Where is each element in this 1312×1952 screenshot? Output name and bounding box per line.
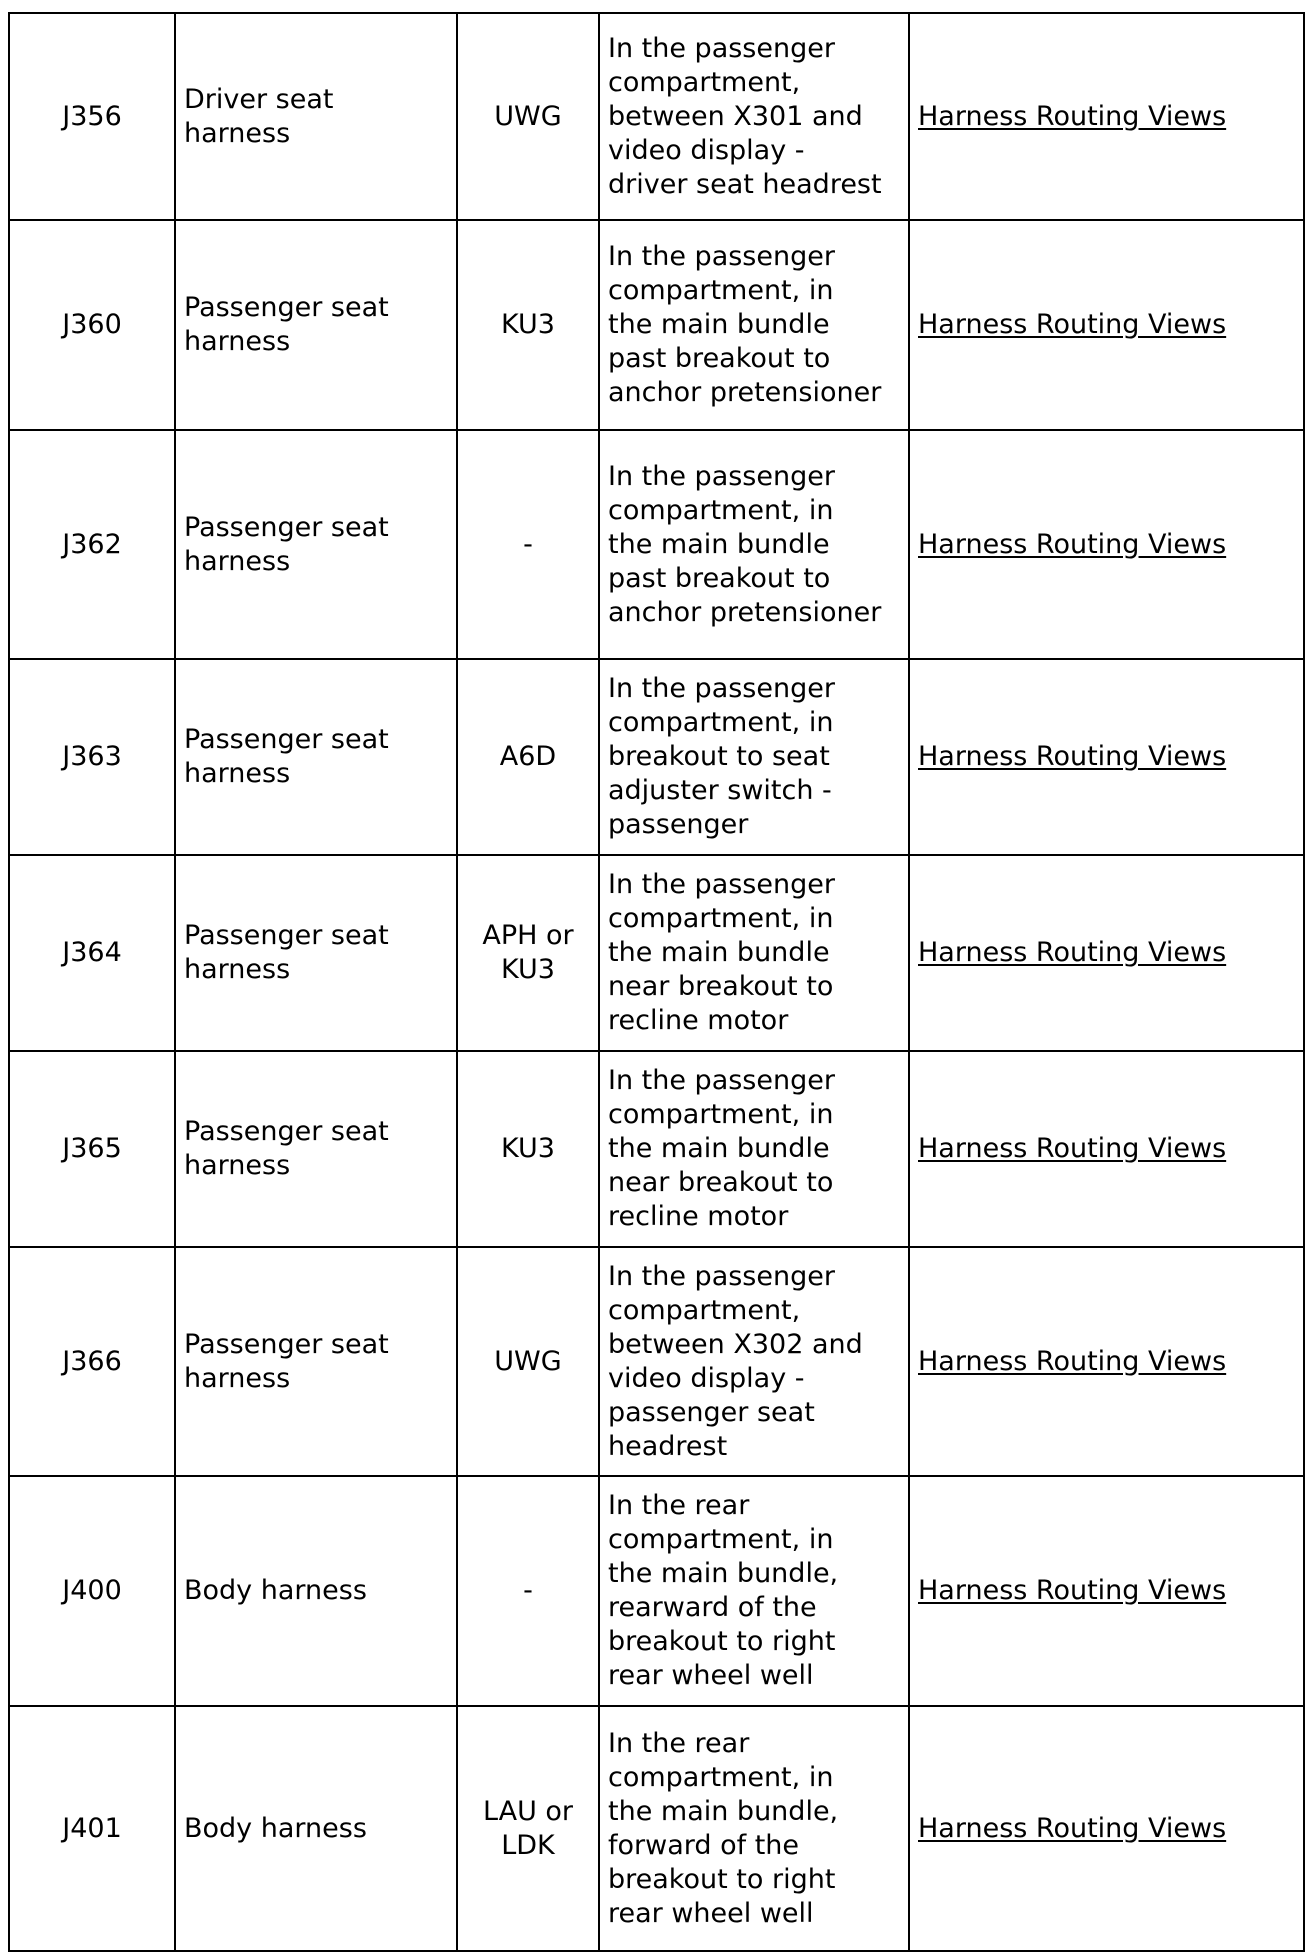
location-cell [599,1051,909,1247]
harness-cell [175,659,457,855]
rpo-cell [457,1706,599,1951]
connector-id: J356 [62,100,122,132]
connector-id-cell [9,220,175,430]
rpo-code: UWG [494,1345,562,1377]
rpo-cell [457,1476,599,1706]
harness-name: Passenger seat harness [184,1328,389,1394]
harness-routing-views-link[interactable]: Harness Routing Views [918,1345,1227,1377]
rpo-cell [457,855,599,1051]
table-row [9,1476,1304,1706]
table-row [9,430,1304,659]
connector-id-cell [9,1051,175,1247]
rpo-code: - [523,1575,533,1606]
location-cell [599,1706,909,1951]
harness-cell [175,13,457,220]
harness-name: Passenger seat harness [184,1116,389,1181]
harness-name: Passenger seat harness [184,511,389,577]
rpo-cell [457,1247,599,1476]
connector-id: J362 [62,528,122,560]
harness-name: Passenger seat harness [184,292,389,357]
rpo-cell [457,430,599,659]
harness-cell [175,1706,457,1951]
rpo-code: KU3 [501,309,555,340]
link-cell [909,659,1304,855]
harness-routing-views-link[interactable]: Harness Routing Views [918,528,1227,560]
rpo-cell [457,1051,599,1247]
rpo-cell [457,13,599,220]
location-description: In the passenger compartment, in breakout to seat adjuster switch - passenger [608,673,835,840]
link-cell [909,13,1304,220]
rpo-code: LAU or LDK [482,1795,574,1861]
table-row [9,1706,1304,1951]
table-row [9,1051,1304,1247]
location-cell [599,659,909,855]
location-description: In the passenger compartment, in the main bundle past breakout to anchor pretensioner [608,460,882,628]
connector-location-table [8,12,1305,1952]
connector-id: J360 [62,309,122,340]
connector-id-cell [9,1706,175,1951]
link-cell [909,430,1304,659]
harness-routing-views-link[interactable]: Harness Routing Views [918,1133,1227,1164]
connector-id-cell [9,659,175,855]
harness-name: Passenger seat harness [184,724,389,789]
rpo-cell [457,659,599,855]
harness-routing-views-link[interactable]: Harness Routing Views [918,741,1227,772]
rpo-code: - [523,528,533,560]
location-description: In the rear compartment, in the main bundle, rearward of the breakout to right rear wheel well [608,1490,839,1691]
location-description: In the rear compartment, in the main bundle, forward of the breakout to right rear wheel well [608,1727,839,1929]
harness-name: Passenger seat harness [184,920,389,985]
connector-id: J365 [62,1133,122,1164]
table-row [9,855,1304,1051]
link-cell [909,1706,1304,1951]
harness-cell [175,1476,457,1706]
harness-cell [175,1247,457,1476]
connector-id-cell [9,855,175,1051]
location-cell [599,220,909,430]
connector-id: J400 [62,1575,122,1606]
harness-name: Driver seat harness [184,83,334,149]
link-cell [909,220,1304,430]
rpo-code: A6D [499,741,557,772]
rpo-cell [457,220,599,430]
location-cell [599,1247,909,1476]
location-description: In the passenger compartment, in the main bundle near breakout to recline motor [608,1065,835,1232]
link-cell [909,1247,1304,1476]
connector-id-cell [9,1476,175,1706]
harness-routing-views-link[interactable]: Harness Routing Views [918,1575,1227,1606]
table-row [9,659,1304,855]
location-description: In the passenger compartment, between X302 and video display - passenger seat headrest [608,1260,863,1462]
location-cell [599,1476,909,1706]
harness-cell [175,855,457,1051]
location-description: In the passenger compartment, in the main bundle near breakout to recline motor [608,869,835,1036]
link-cell [909,855,1304,1051]
rpo-code: APH or KU3 [482,920,574,985]
connector-id: J363 [62,741,122,772]
harness-cell [175,1051,457,1247]
link-cell [909,1476,1304,1706]
rpo-code: UWG [494,100,562,132]
link-cell [909,1051,1304,1247]
location-cell [599,13,909,220]
harness-name: Body harness [184,1812,367,1844]
location-description: In the passenger compartment, between X301 and video display - driver seat headrest [608,32,882,200]
rpo-code: KU3 [501,1133,555,1164]
harness-name: Body harness [184,1575,367,1606]
location-cell [599,430,909,659]
connector-id: J366 [62,1345,122,1377]
table-row [9,220,1304,430]
connector-id-cell [9,430,175,659]
location-cell [599,855,909,1051]
connector-id: J401 [62,1812,122,1844]
harness-cell [175,220,457,430]
location-description: In the passenger compartment, in the main bundle past breakout to anchor pretensioner [608,241,882,408]
connector-id-cell [9,13,175,220]
harness-routing-views-link[interactable]: Harness Routing Views [918,309,1227,340]
table-row [9,1247,1304,1476]
harness-routing-views-link[interactable]: Harness Routing Views [918,100,1227,132]
harness-routing-views-link[interactable]: Harness Routing Views [918,937,1227,968]
harness-cell [175,430,457,659]
harness-routing-views-link[interactable]: Harness Routing Views [918,1812,1227,1844]
connector-id: J364 [62,937,122,968]
table-row [9,13,1304,220]
connector-id-cell [9,1247,175,1476]
